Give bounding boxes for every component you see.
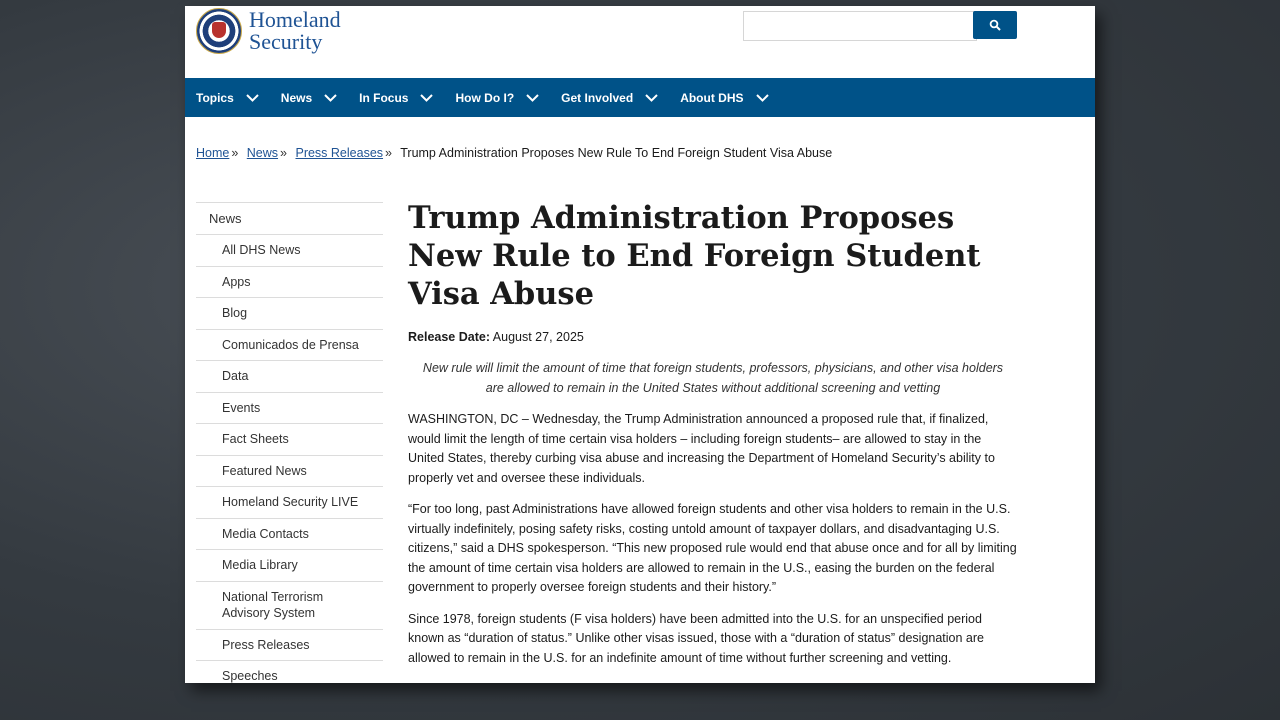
article-paragraph: Since 1978, foreign students (F visa holders) have been admitted into the U.S. for an unspecified period known as “duration of status.” Unlike other visas issued, those with a “duration of status” designation are allowed to remain in the U.S. for an indefinite amount of time without further screening and vetting. (408, 611, 984, 665)
sidebar-item-media-library[interactable]: Media Library (196, 549, 383, 581)
nav-item-label: Get Involved (561, 90, 634, 105)
sidebar-item-press-releases[interactable]: Press Releases (196, 629, 383, 661)
nav-item-label: News (280, 90, 313, 105)
sidebar-item-fact-sheets[interactable]: Fact Sheets (196, 423, 383, 455)
article-paragraph: “For too long, past Administrations have allowed foreign students and other visa holders to remain in the U.S. virtually indefinitely, posing safety risks, costing untold amount of taxpayer dollars, and disadvantaging U.S. citizens,” said a DHS spokesperson. “This new proposed rule would end that abuse once and for all by limiting the amount of time certain visa holders are allowed to remain in the U.S., easing the burden on the federal government to properly oversee foreign students and their history.” (408, 502, 1017, 594)
nav-item-get-involved[interactable] (561, 91, 658, 105)
breadcrumb-home[interactable]: Home (196, 146, 230, 160)
nav-item-topics[interactable] (196, 91, 259, 105)
search-icon (989, 19, 1001, 31)
breadcrumb-separator: » (231, 146, 239, 160)
sidebar-item-featured-news[interactable]: Featured News (196, 455, 383, 487)
sidebar-nav (196, 202, 383, 683)
nav-item-news[interactable] (281, 91, 337, 105)
sidebar-item-homeland-security-live[interactable]: Homeland Security LIVE (196, 486, 383, 518)
logo-line-2: Security (249, 29, 323, 54)
dhs-logo-link[interactable] (196, 8, 341, 54)
chevron-down-icon (420, 91, 433, 105)
chevron-down-icon (645, 91, 658, 105)
breadcrumb-news[interactable]: News (246, 146, 279, 160)
sidebar-heading-news[interactable]: News (196, 202, 383, 234)
sidebar-item-media-contacts[interactable]: Media Contacts (196, 518, 383, 550)
release-date-label: Release Date: (408, 330, 490, 344)
article (408, 199, 1018, 668)
sidebar-item-all-dhs-news[interactable]: All DHS News (196, 234, 383, 266)
chevron-down-icon (756, 91, 769, 105)
logo-line-1: Homeland (249, 7, 341, 32)
nav-item-how-do-i[interactable] (455, 91, 539, 105)
article-paragraph: WASHINGTON, DC – Wednesday, the Trump Administration announced a proposed rule that, if finalized, would limit the length of time certain visa holders – including foreign students– are allowed to stay in the United States, thereby curbing visa abuse and increasing the Department of Homeland Security’s ability to properly vet and oversee these individuals. (408, 412, 995, 485)
breadcrumb-current: Trump Administration Proposes New Rule To End Foreign Student Visa Abuse (400, 146, 833, 160)
breadcrumb-separator: » (385, 146, 392, 160)
release-date (408, 330, 1018, 344)
sidebar-item-events[interactable]: Events (196, 392, 383, 424)
nav-item-in-focus[interactable] (359, 91, 433, 105)
sidebar-item-speeches[interactable]: Speeches (196, 660, 383, 683)
article-subtitle: New rule will limit the amount of time that foreign students, professors, physicians, and other visa holders are allowed to remain in the United States without additional screening and vetting (422, 361, 1004, 395)
nav-item-label: How Do I? (455, 90, 515, 105)
breadcrumb-separator: » (280, 146, 287, 160)
main-nav (185, 78, 1095, 117)
search-input[interactable] (743, 11, 977, 41)
nav-item-label: About DHS (680, 90, 744, 105)
logo-wordmark (249, 9, 341, 53)
sidebar-item-blog[interactable]: Blog (196, 297, 383, 329)
browser-page (185, 6, 1095, 683)
sidebar-item-comunicados-de-prensa[interactable]: Comunicados de Prensa (196, 329, 383, 361)
search-button[interactable] (973, 11, 1017, 39)
breadcrumb (196, 146, 832, 160)
sidebar-item-apps[interactable]: Apps (196, 266, 383, 298)
sidebar-item-national-terrorism-advisory-system[interactable]: National Terrorism Advisory System (196, 581, 383, 629)
chevron-down-icon (324, 91, 337, 105)
nav-item-label: In Focus (359, 90, 409, 105)
page-title: Trump Administration Proposes New Rule to End Foreign Student Visa Abuse (408, 200, 981, 312)
breadcrumb-press-releases[interactable]: Press Releases (295, 146, 384, 160)
release-date-value: August 27, 2025 (492, 330, 584, 344)
chevron-down-icon (246, 91, 259, 105)
dhs-seal-icon (196, 8, 242, 54)
nav-item-about-dhs[interactable] (680, 91, 768, 105)
sidebar-item-data[interactable]: Data (196, 360, 383, 392)
chevron-down-icon (526, 91, 539, 105)
nav-item-label: Topics (196, 90, 234, 105)
